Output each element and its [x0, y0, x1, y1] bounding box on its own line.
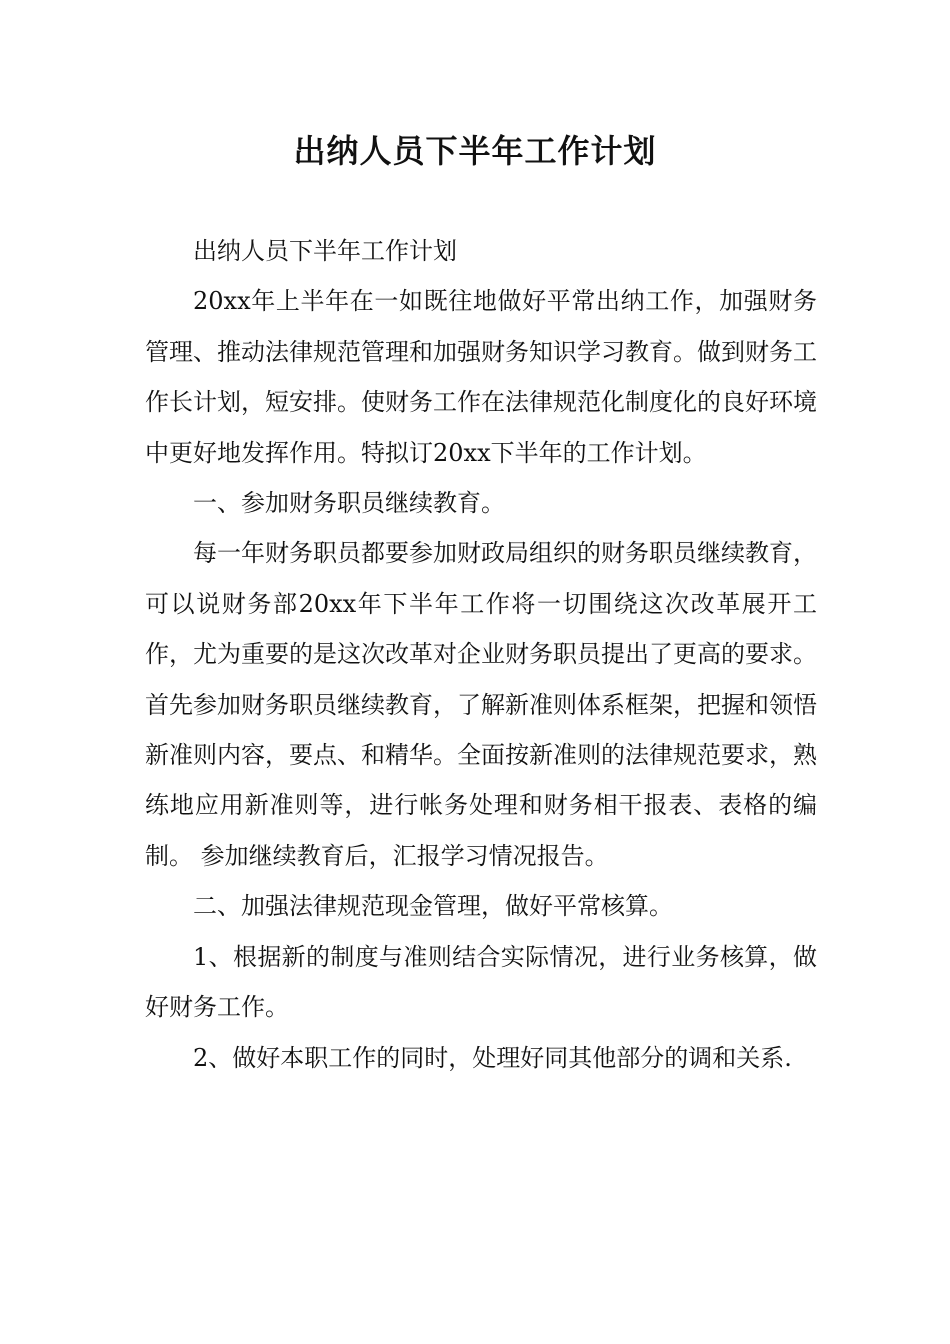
section-heading-2: 二、加强法律规范现金管理，做好平常核算。 [193, 892, 673, 921]
list-item-2: 2、做好本职工作的同时，处理好同其他部分的调和关系. [193, 1043, 792, 1072]
section-heading-1: 一、参加财务职员继续教育。 [193, 489, 505, 518]
document-body [145, 226, 817, 1083]
document-title: 出纳人员下半年工作计划 [293, 132, 657, 170]
list-item-1: 1、根据新的制度与准则结合实际情况，进行业务核算，做好财务工作。 [145, 942, 817, 1022]
paragraph-subtitle: 出纳人员下半年工作计划 [193, 237, 457, 265]
paragraph-intro: 20xx年上半年在一如既往地做好平常出纳工作，加强财务管理、推动法律规范管理和加强财务知识学习教育。做到财务工作长计划，短安排。使财务工作在法律规范化制度化的良好环境中更好地发挥作用。特拟订20xx下半年的工作计划。 [145, 287, 817, 467]
paragraph-section-1: 每一年财务职员都要参加财政局组织的财务职员继续教育，可以说财务部20xx年下半年工作将一切围绕这次改革展开工作，尤为重要的是这次改革对企业财务职员提出了更高的要求。 首先参加财务职员继续教育，了解新准则体系框架，把握和领悟新准则内容，要点、和精华。全面按新准则的法律规范要求，熟练地应用新准则等，进行帐务处理和财务相干报表、表格的编制。 参加继续教育后，汇报学习情况报告。 [145, 539, 817, 870]
